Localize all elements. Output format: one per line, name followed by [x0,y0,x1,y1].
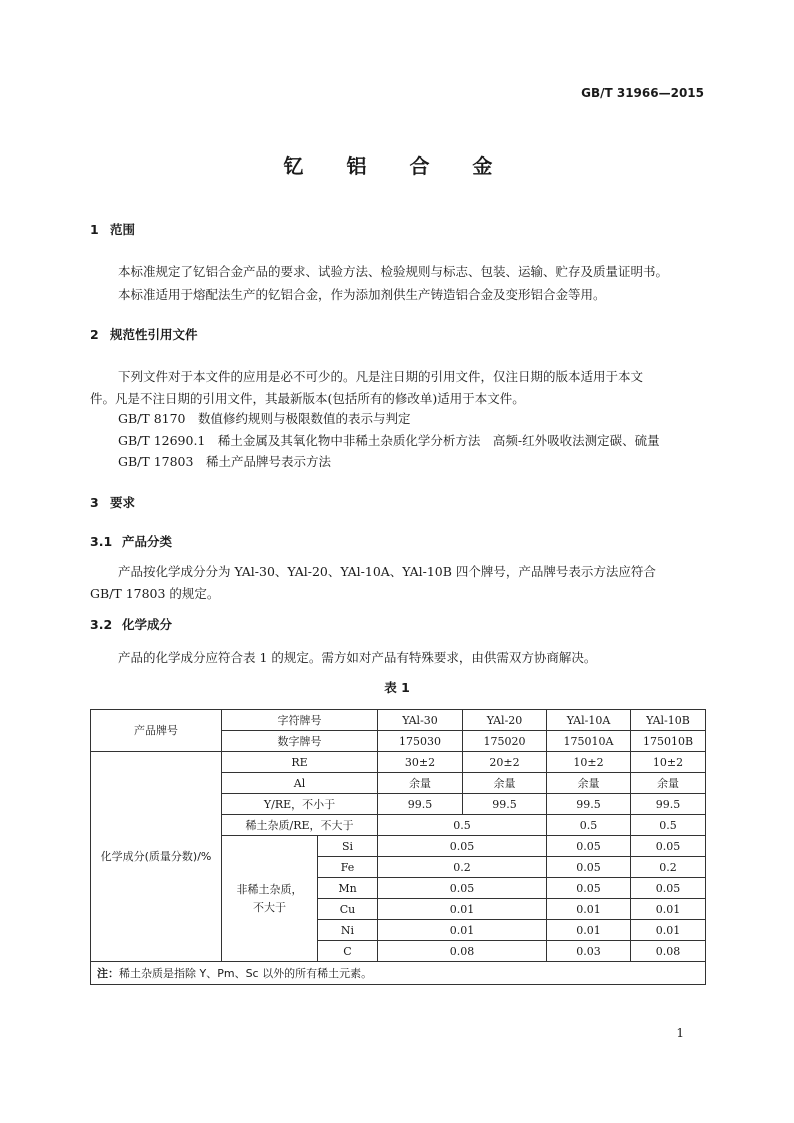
table-cell: 0.05 [631,836,706,857]
section-3-heading [90,493,135,511]
table-cell: 99.5 [547,794,631,815]
note-text: 稀土杂质是指除 Y、Pm、Sc 以外的所有稀土元素。 [119,966,373,980]
paragraph: 产品按化学成分分为 YAl-30、YAl-20、YAl-10A、YAl-10B 四个牌号，产品牌号表示方法应符合 [118,564,656,579]
section-number: 3 [90,495,99,510]
element-label: Si [318,836,378,857]
table-cell: 余量 [631,773,706,794]
table-cell: 0.03 [547,941,631,962]
table-cell: 20±2 [463,752,547,773]
table-cell: 175020 [463,731,547,752]
chem-composition-label: 化学成分(质量分数)/% [91,752,222,962]
element-label: C [318,941,378,962]
table-cell: 0.05 [547,836,631,857]
table-cell: 0.2 [378,857,547,878]
table-cell: 0.5 [378,815,547,836]
table-cell: 0.01 [547,920,631,941]
table-note [91,962,706,985]
table-cell: 175030 [378,731,463,752]
chemical-composition-table [90,709,706,985]
table-cell: 余量 [463,773,547,794]
table-cell: 175010A [547,731,631,752]
paragraph: 本标准规定了钇铝合金产品的要求、试验方法、检验规则与标志、包装、运输、贮存及质量证明书。 [118,264,669,279]
table-cell: 0.01 [631,920,706,941]
page-number: 1 [676,1026,684,1040]
element-label: Ni [318,920,378,941]
table-cell: 10±2 [547,752,631,773]
row-label: Al [222,773,378,794]
table-cell: 0.2 [631,857,706,878]
table-cell: 0.05 [378,878,547,899]
table-cell: 99.5 [631,794,706,815]
table-cell: 0.05 [378,836,547,857]
element-label: Fe [318,857,378,878]
row-label: Y/RE，不小于 [222,794,378,815]
table-cell: YAl-10B [631,710,706,731]
table-cell: 30±2 [378,752,463,773]
section-title: 要求 [110,495,136,510]
table-cell: 0.05 [547,857,631,878]
paragraph: 本标准适用于熔配法生产的钇铝合金，作为添加剂供生产铸造铝合金及变形铝合金等用。 [118,287,606,302]
note-prefix: 注： [97,966,119,980]
subsection-3-1-heading [90,532,172,550]
section-1-heading [90,220,135,238]
element-label: Cu [318,899,378,920]
standard-number: GB/T 31966—2015 [581,86,704,100]
section-title: 规范性引用文件 [110,327,198,342]
digit-code-label: 数字牌号 [222,731,378,752]
document-title: 钇 铝 合 金 [283,154,511,178]
paragraph: 下列文件对于本文件的应用是必不可少的。凡是注日期的引用文件，仅注日期的版本适用于本文 [118,369,644,384]
reference-item: GB/T 17803 稀土产品牌号表示方法 [118,454,331,469]
reference-item: GB/T 12690.1 稀土金属及其氧化物中非稀土杂质化学分析方法 高频-红外吸收法测定碳、硫量 [118,433,660,448]
table-cell: 0.01 [378,920,547,941]
paragraph: 产品的化学成分应符合表 1 的规定。需方如对产品有特殊要求，由供需双方协商解决。 [118,650,597,665]
table-cell: 0.01 [547,899,631,920]
table-cell: 10±2 [631,752,706,773]
section-number: 3.1 [90,534,113,549]
table-row [91,962,706,985]
table-cell: 0.01 [378,899,547,920]
table-cell: 0.08 [631,941,706,962]
table-cell: 99.5 [463,794,547,815]
table-cell: 余量 [547,773,631,794]
table-cell: YAl-30 [378,710,463,731]
element-label: Mn [318,878,378,899]
table-cell: YAl-20 [463,710,547,731]
non-re-impurity-label: 非稀土杂质， 不大于 [222,836,318,962]
table-cell: 0.01 [631,899,706,920]
section-number: 1 [90,222,99,237]
section-2-heading [90,325,198,343]
section-number: 2 [90,327,99,342]
section-number: 3.2 [90,617,113,632]
section-title: 产品分类 [122,534,173,549]
paragraph: 件。凡是不注日期的引用文件，其最新版本(包括所有的修改单)适用于本文件。 [90,391,525,406]
table-cell: 99.5 [378,794,463,815]
table-cell: 0.05 [547,878,631,899]
row-label: RE [222,752,378,773]
row-label: 稀土杂质/RE，不大于 [222,815,378,836]
table-cell: 0.05 [631,878,706,899]
section-title: 化学成分 [122,617,173,632]
table-cell: 余量 [378,773,463,794]
table-row [91,710,706,731]
table-caption: 表 1 [384,680,410,695]
section-title: 范围 [110,222,136,237]
table-cell: YAl-10A [547,710,631,731]
table-cell: 0.08 [378,941,547,962]
reference-item: GB/T 8170 数值修约规则与极限数值的表示与判定 [118,411,411,426]
char-code-label: 字符牌号 [222,710,378,731]
paragraph: GB/T 17803 的规定。 [90,586,220,601]
table-cell: 175010B [631,731,706,752]
table-cell: 0.5 [547,815,631,836]
table-cell: 0.5 [631,815,706,836]
brand-header: 产品牌号 [91,710,222,752]
table-row [91,752,706,773]
subsection-3-2-heading [90,615,172,633]
